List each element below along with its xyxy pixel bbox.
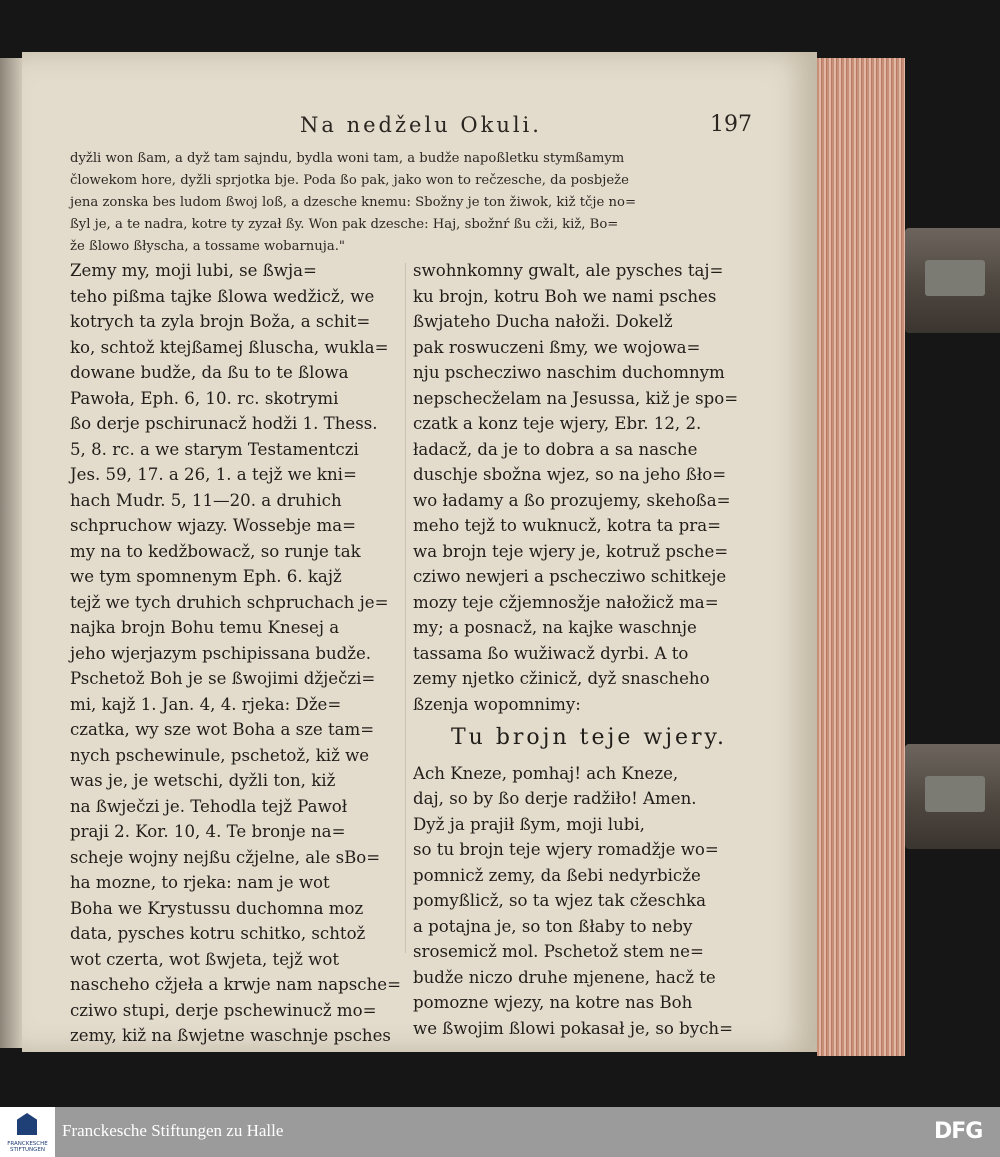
text-line: data, pysches kotru schitko, schtož — [70, 924, 366, 943]
clasp-band-top — [905, 228, 1000, 333]
text-line: Zemy my, moji lubi, se ßwja= — [70, 261, 317, 280]
text-line: was je, je wetschi, dyžli ton, kiž — [70, 771, 336, 790]
text-line: jeho wjerjazym pschipissana budže. — [70, 643, 372, 663]
text-line: Boha we Krystussu duchomna moz — [70, 898, 364, 918]
clasp-bottom — [925, 776, 985, 812]
dfg-logo[interactable]: DFG — [934, 1119, 983, 1144]
text-line: pak roswuczeni ßmy, we wojowa= — [413, 337, 701, 357]
logo-text-line1: FRANCKESCHE — [7, 1141, 48, 1147]
text-line: nych pschewinule, pschetož, kiž we — [70, 745, 370, 765]
text-line: teho pißma tajke ßlowa wedžicž, we — [70, 286, 375, 306]
text-line: praji 2. Kor. 10, 4. Te bronje na= — [70, 822, 346, 841]
text-line: ßwjateho Ducha nałoži. Dokelž — [413, 312, 673, 331]
running-head: Na nedželu Okuli. — [300, 113, 542, 137]
text-line: daj, so by ßo derje radžiło! Amen. — [413, 789, 697, 808]
page-fore-edge — [817, 58, 905, 1056]
text-line: cziwo stupi, derje pschewinucž mo= — [70, 1000, 377, 1020]
text-line: Jes. 59, 17. a 26, 1. a tejž we kni= — [70, 465, 357, 484]
text-line: ko, schtož ktejßamej ßluscha, wukla= — [70, 337, 389, 357]
franckesche-logo[interactable] — [0, 1107, 55, 1157]
text-line: hach Mudr. 5, 11—20. a druhich — [70, 490, 342, 510]
text-line: nju pschecziwo naschim duchomnym — [413, 363, 725, 382]
text-line: ku brojn, kotru Boh we nami psches — [413, 286, 717, 306]
text-line: 5, 8. rc. a we starym Testamentczi — [70, 439, 359, 459]
text-line: my; a posnacž, na kajke waschnje — [413, 618, 697, 637]
text-line: czatk a konz teje wjery, Ebr. 12, 2. — [413, 414, 702, 433]
page-number: 197 — [710, 112, 752, 137]
column-divider — [405, 263, 406, 953]
logo-text-line2: STIFTUNGEN — [10, 1147, 45, 1153]
text-line: duschje sbožna wjez, so na jeho ßło= — [413, 465, 727, 484]
text-line: ßo derje pschirunacž hodži 1. Thess. — [70, 414, 378, 433]
text-line: najka brojn Bohu temu Knesej a — [70, 618, 340, 637]
footer-bar — [0, 1107, 1000, 1157]
text-line: cziwo newjeri a pschecziwo schitkeje — [413, 567, 727, 586]
text-line: kotrych ta zyla brojn Boža, a schit= — [70, 312, 371, 331]
quote-block — [70, 148, 762, 258]
quote-line: člowekom hore, dyžli sprjotka bje. Poda ßo pak, jako won to rečzesche, da posbježe — [70, 173, 629, 188]
text-line: we tym spomnenym Eph. 6. kajž — [70, 567, 342, 586]
section-title: Tu brojn teje wjery. — [451, 725, 728, 750]
text-line: Pawoła, Eph. 6, 10. rc. skotrymi — [70, 388, 339, 408]
quote-line: ßyl je, a te nadra, kotre ty zyzał ßy. Won pak dzesche: Haj, sbožnŕ ßu cži, kiž, Bo= — [70, 217, 619, 232]
text-line: scheje wojny nejßu cžjelne, ale sBo= — [70, 847, 381, 867]
text-line: ßzenja wopomnimy: — [413, 694, 581, 714]
left-column — [70, 258, 402, 1049]
text-line: Ach Kneze, pomhaj! ach Kneze, — [413, 763, 679, 783]
text-line: Pschetož Boh je se ßwojimi džječzi= — [70, 669, 376, 688]
text-line: tassama ßo wužiwacž dyrbi. A to — [413, 643, 689, 663]
text-line: na ßwječzi je. Tehodla tejž Pawoł — [70, 796, 348, 816]
text-line: srosemicž mol. Pschetož stem ne= — [413, 942, 704, 961]
text-line: mi, kajž 1. Jan. 4, 4. rjeka: Dže= — [70, 694, 342, 714]
text-line: a potajna je, so ton ßłaby to neby — [413, 916, 693, 936]
text-line: wa brojn teje wjery je, kotruž psche= — [413, 541, 729, 561]
text-line: ha mozne, to rjeka: nam je wot — [70, 873, 330, 892]
text-line: ładacž, da je to dobra a sa nasche — [413, 439, 698, 459]
text-line: zemy njetko cžinicž, dyž snascheho — [413, 669, 710, 688]
building-icon — [17, 1113, 37, 1135]
text-line: wot czerta, wot ßwjeta, tejž wot — [70, 949, 340, 969]
text-line: czatka, wy sze wot Boha a sze tam= — [70, 720, 375, 739]
text-line: dowane budže, da ßu to te ßlowa — [70, 363, 349, 382]
left-page-edge — [0, 58, 22, 1048]
text-line: pomyßlicž, so ta wjez tak cžeschka — [413, 891, 706, 910]
text-line: meho tejž to wuknucž, kotra ta pra= — [413, 516, 721, 535]
clasp-band-bottom — [905, 744, 1000, 849]
text-line: schpruchow wjazy. Wossebje ma= — [70, 516, 357, 535]
text-line: wo ładamy a ßo prozujemy, skehoßa= — [413, 490, 731, 510]
text-line: zemy, kiž na ßwjetne waschnje psches — [70, 1026, 391, 1045]
right-column — [413, 258, 745, 1041]
text-line: my na to kedžbowacž, so runje tak — [70, 541, 361, 561]
text-line: nepschecželam na Jesussa, kiž je spo= — [413, 388, 739, 408]
text-line: pomnicž zemy, da ßebi nedyrbicže — [413, 865, 701, 885]
text-line: Dyž ja prajił ßym, moji lubi, — [413, 814, 645, 834]
quote-line: že ßlowo ßłyscha, a tossame wobarnuja." — [70, 239, 345, 254]
quote-line: dyžli won ßam, a dyž tam sajndu, bydla woni tam, a budže napoßletku stymßamym — [70, 151, 625, 166]
quote-line: jena zonska bes ludom ßwoj loß, a dzesche knemu: Sbožny je ton žiwok, kiž tčje no= — [70, 195, 636, 210]
logo-text — [0, 1141, 55, 1153]
text-line: budže niczo druhe mjenene, hacž te — [413, 967, 716, 987]
text-line: swohnkomny gwalt, ale pysches taj= — [413, 261, 724, 280]
text-line: so tu brojn teje wjery romadžje wo= — [413, 840, 719, 859]
clasp-top — [925, 260, 985, 296]
text-line: we ßwojim ßlowi pokasał je, so bych= — [413, 1018, 734, 1038]
text-line: pomozne wjezy, na kotre nas Boh — [413, 993, 693, 1012]
text-line: tejž we tych druhich schpruchach je= — [70, 592, 389, 612]
institution-title: Franckesche Stiftungen zu Halle — [62, 1121, 284, 1140]
text-line: mozy teje cžjemnosžje nałožicž ma= — [413, 592, 719, 612]
text-line: nascheho cžjeła a krwje nam napsche= — [70, 975, 402, 994]
